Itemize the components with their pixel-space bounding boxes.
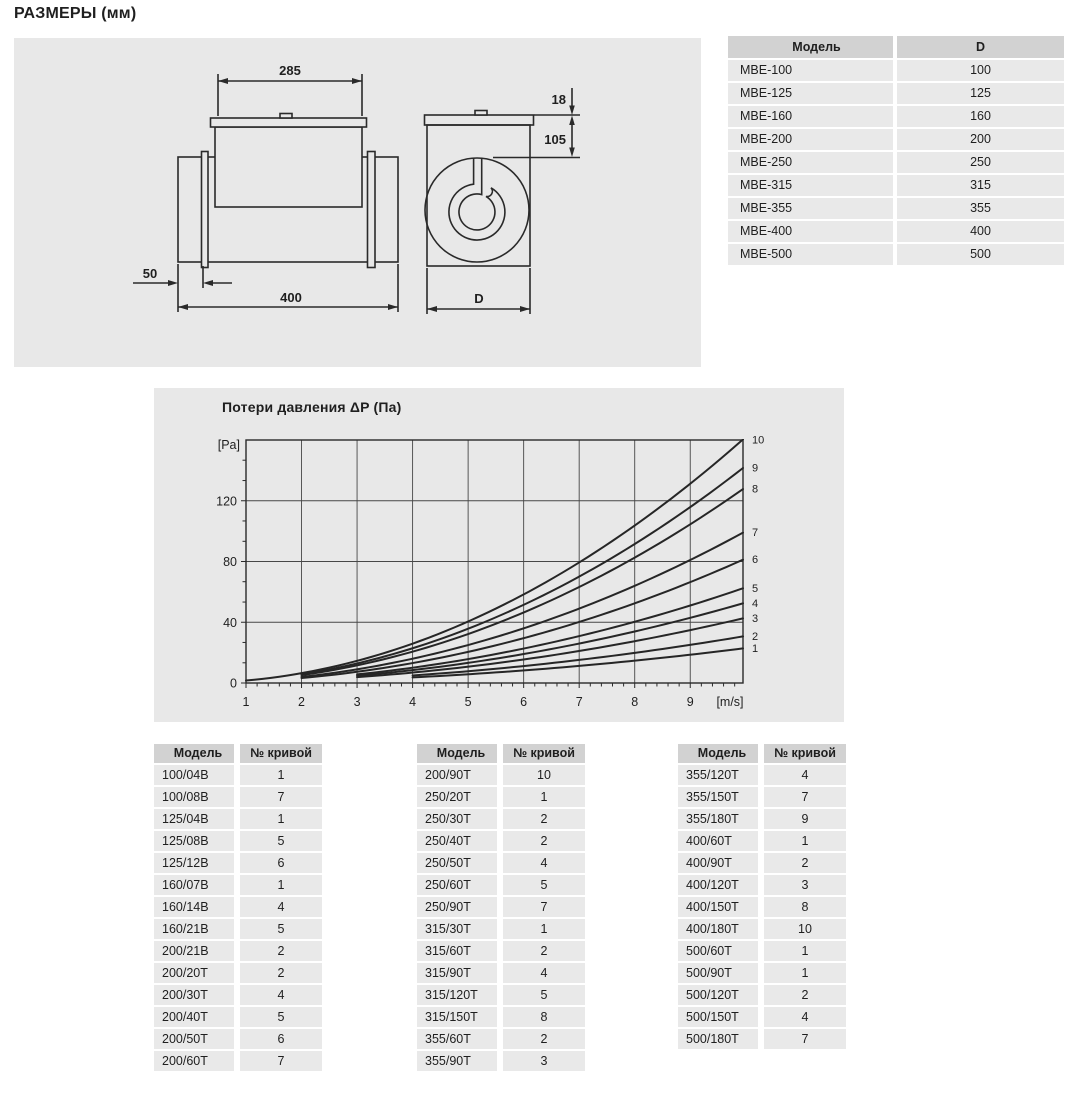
dim-box-width — [218, 63, 362, 116]
model-cell: 200/50Т — [154, 1029, 234, 1049]
duct-opening — [425, 158, 529, 262]
curve-number-cell: 1 — [503, 919, 585, 939]
curve-number-cell: 8 — [503, 1007, 585, 1027]
dim-label-400: 400 — [280, 290, 302, 305]
flange-right — [368, 152, 376, 268]
table-row — [678, 1029, 846, 1049]
front-lid — [425, 115, 534, 125]
curve-number-cell: 2 — [503, 809, 585, 829]
table-row — [678, 941, 846, 961]
pressure-loss-chart — [154, 388, 844, 722]
curve-number-cell: 1 — [240, 809, 322, 829]
x-axis-unit-label: [m/s] — [716, 695, 744, 709]
model-cell: 250/90Т — [417, 897, 497, 917]
table-row — [417, 919, 585, 939]
diameter-cell: 500 — [897, 244, 1064, 265]
diameter-cell: 400 — [897, 221, 1064, 242]
model-cell: 200/30Т — [154, 985, 234, 1005]
x-tick-label: 6 — [520, 695, 528, 709]
model-cell: 100/08В — [154, 787, 234, 807]
model-cell: МВЕ-500 — [728, 244, 893, 265]
chart-title: Потери давления ΔP (Па) — [222, 399, 402, 415]
curve-number-cell: 7 — [240, 787, 322, 807]
curve-number-cell: 1 — [764, 941, 846, 961]
chart-curve-4 — [357, 603, 743, 675]
curve-number-cell: 6 — [240, 853, 322, 873]
model-cell: 500/150Т — [678, 1007, 758, 1027]
technical-drawing — [14, 38, 701, 367]
column-header-model: Модель — [678, 744, 758, 763]
curve-number-cell: 9 — [764, 809, 846, 829]
diameter-cell: 355 — [897, 198, 1064, 219]
table-row — [417, 875, 585, 895]
model-cell: 100/04В — [154, 765, 234, 785]
curve-table-3 — [678, 744, 846, 1051]
front-view — [425, 111, 534, 267]
column-header-model: Модель — [728, 36, 893, 58]
table-row — [154, 1051, 322, 1071]
model-cell: 125/08В — [154, 831, 234, 851]
curve-number-cell: 3 — [764, 875, 846, 895]
curve-label-6: 6 — [752, 554, 759, 567]
curve-number-cell: 1 — [240, 765, 322, 785]
table-row — [728, 152, 1064, 173]
diameter-cell: 160 — [897, 106, 1064, 127]
model-cell: 125/12В — [154, 853, 234, 873]
model-cell: МВЕ-355 — [728, 198, 893, 219]
table-row — [154, 853, 322, 873]
dim-label-285: 285 — [279, 63, 301, 78]
diameter-cell: 200 — [897, 129, 1064, 150]
table-row — [154, 1007, 322, 1027]
curve-number-cell: 2 — [503, 831, 585, 851]
curve-number-cell: 4 — [240, 985, 322, 1005]
table-row — [678, 853, 846, 873]
front-lid-knob — [475, 111, 487, 116]
chart-curve-2 — [413, 636, 743, 675]
curve-number-cell: 4 — [764, 765, 846, 785]
diameter-cell: 250 — [897, 152, 1064, 173]
dim-inlet-offset — [133, 264, 232, 312]
pressure-loss-chart-panel — [154, 388, 844, 722]
model-cell: 355/180Т — [678, 809, 758, 829]
dim-lid-height — [534, 88, 580, 115]
curve-number-cell: 4 — [764, 1007, 846, 1027]
table-row — [678, 963, 846, 983]
y-tick-label: 120 — [216, 494, 237, 509]
table-row — [728, 129, 1064, 150]
table-row — [417, 853, 585, 873]
table-row — [417, 985, 585, 1005]
column-header-model: Модель — [154, 744, 234, 763]
dim-label-105: 105 — [544, 132, 566, 147]
model-cell: МВЕ-200 — [728, 129, 893, 150]
table-row — [417, 1007, 585, 1027]
dim-label-50: 50 — [142, 266, 158, 281]
table-row — [154, 919, 322, 939]
curve-number-cell: 1 — [764, 831, 846, 851]
x-tick-label: 5 — [464, 695, 472, 709]
model-cell: МВЕ-400 — [728, 221, 893, 242]
model-cell: МВЕ-100 — [728, 60, 893, 81]
dim-label-18: 18 — [551, 92, 566, 107]
curve-number-cell: 5 — [240, 831, 322, 851]
model-cell: 160/07В — [154, 875, 234, 895]
curve-number-cell: 8 — [764, 897, 846, 917]
curve-label-7: 7 — [752, 527, 759, 540]
curve-number-cell: 3 — [503, 1051, 585, 1071]
table-row — [728, 83, 1064, 104]
x-tick-label: 1 — [242, 695, 250, 709]
dim-total-length — [178, 264, 398, 312]
model-cell: МВЕ-315 — [728, 175, 893, 196]
model-cell: 200/60Т — [154, 1051, 234, 1071]
table-row — [154, 985, 322, 1005]
y-tick-label: 0 — [230, 676, 237, 691]
table-row — [417, 787, 585, 807]
table-body — [678, 765, 846, 1049]
table-body — [154, 765, 322, 1071]
model-cell: 500/120Т — [678, 985, 758, 1005]
lid-knob — [280, 114, 292, 119]
curve-number-cell: 2 — [240, 941, 322, 961]
model-cell: 500/60Т — [678, 941, 758, 961]
model-cell: 355/90Т — [417, 1051, 497, 1071]
curve-number-cell: 4 — [240, 897, 322, 917]
model-cell: 400/150Т — [678, 897, 758, 917]
column-header-d: D — [897, 36, 1064, 58]
table-row — [417, 963, 585, 983]
chart-curve-10 — [246, 439, 743, 680]
model-cell: МВЕ-125 — [728, 83, 893, 104]
model-cell: 355/150Т — [678, 787, 758, 807]
model-cell: 250/30Т — [417, 809, 497, 829]
x-tick-label: 7 — [575, 695, 583, 709]
column-header-model: Модель — [417, 744, 497, 763]
curve-number-cell: 10 — [503, 765, 585, 785]
flange-left — [202, 152, 209, 268]
dim-diameter — [427, 268, 530, 314]
table-row — [728, 106, 1064, 127]
table-row — [417, 941, 585, 961]
curve-number-cell: 2 — [503, 1029, 585, 1049]
model-cell: 250/50Т — [417, 853, 497, 873]
curve-label-9: 9 — [752, 462, 759, 475]
curve-number-cell: 1 — [764, 963, 846, 983]
dimensions-table — [728, 36, 1064, 267]
table-row — [678, 787, 846, 807]
table-row — [728, 244, 1064, 265]
table-header-row — [678, 744, 846, 763]
model-cell: 400/60Т — [678, 831, 758, 851]
x-tick-label: 4 — [409, 695, 417, 709]
table-row — [417, 765, 585, 785]
x-tick-label: 8 — [631, 695, 639, 709]
model-cell: МВЕ-250 — [728, 152, 893, 173]
model-cell: 315/120Т — [417, 985, 497, 1005]
x-tick-label: 2 — [298, 695, 306, 709]
table-row — [728, 175, 1064, 196]
model-cell: 400/90Т — [678, 853, 758, 873]
table-row — [678, 985, 846, 1005]
table-row — [678, 809, 846, 829]
table-row — [154, 765, 322, 785]
model-cell: 315/60Т — [417, 941, 497, 961]
table-header-row — [154, 744, 322, 763]
table-row — [154, 787, 322, 807]
table-row — [417, 809, 585, 829]
page-title: РАЗМЕРЫ (мм) — [14, 5, 137, 22]
curve-number-cell: 7 — [240, 1051, 322, 1071]
curve-number-cell: 2 — [764, 853, 846, 873]
curve-label-8: 8 — [752, 483, 759, 496]
curve-table-2 — [417, 744, 585, 1073]
table-row — [154, 963, 322, 983]
curve-label-1: 1 — [752, 642, 759, 655]
model-cell: 200/90Т — [417, 765, 497, 785]
curve-number-cell: 5 — [503, 875, 585, 895]
curve-number-cell: 4 — [503, 963, 585, 983]
table-row — [154, 875, 322, 895]
model-cell: МВЕ-160 — [728, 106, 893, 127]
curve-number-cell: 2 — [503, 941, 585, 961]
curve-number-cell: 1 — [240, 875, 322, 895]
model-cell: 315/30Т — [417, 919, 497, 939]
model-cell: 315/90Т — [417, 963, 497, 983]
model-cell: 500/90Т — [678, 963, 758, 983]
table-row — [678, 919, 846, 939]
diameter-cell: 100 — [897, 60, 1064, 81]
curve-number-cell: 4 — [503, 853, 585, 873]
dimensions-drawing-panel — [14, 38, 701, 367]
table-body — [417, 765, 585, 1071]
y-tick-label: 80 — [223, 555, 237, 569]
curve-number-cell: 1 — [503, 787, 585, 807]
table-row — [154, 831, 322, 851]
curve-number-cell: 5 — [503, 985, 585, 1005]
curve-number-cell: 7 — [764, 1029, 846, 1049]
table-row — [417, 1029, 585, 1049]
model-cell: 160/14В — [154, 897, 234, 917]
table-row — [678, 831, 846, 851]
model-cell: 315/150Т — [417, 1007, 497, 1027]
table-row — [417, 897, 585, 917]
y-tick-label: 40 — [223, 615, 237, 630]
table-row — [678, 1007, 846, 1027]
model-cell: 400/120Т — [678, 875, 758, 895]
table-row — [678, 765, 846, 785]
curve-number-cell: 7 — [764, 787, 846, 807]
table-header-row — [728, 36, 1064, 58]
model-cell: 200/20Т — [154, 963, 234, 983]
curve-number-cell: 2 — [240, 963, 322, 983]
column-header-curve: № кривой — [764, 744, 846, 763]
curve-number-cell: 2 — [764, 985, 846, 1005]
table-row — [728, 60, 1064, 81]
curve-number-cell: 6 — [240, 1029, 322, 1049]
x-tick-label: 9 — [686, 695, 694, 709]
curve-label-5: 5 — [752, 582, 759, 595]
diameter-cell: 125 — [897, 83, 1064, 104]
curve-label-4: 4 — [752, 597, 759, 610]
model-cell: 500/180Т — [678, 1029, 758, 1049]
curve-number-cell: 10 — [764, 919, 846, 939]
y-axis-unit-label: [Pa] — [217, 438, 240, 452]
table-body — [728, 60, 1064, 265]
table-row — [154, 897, 322, 917]
chart-curve-9 — [302, 468, 743, 674]
diameter-cell: 315 — [897, 175, 1064, 196]
curve-label-3: 3 — [752, 612, 759, 625]
curve-number-cell: 5 — [240, 1007, 322, 1027]
table-row — [728, 221, 1064, 242]
curve-number-cell: 5 — [240, 919, 322, 939]
model-cell: 250/40Т — [417, 831, 497, 851]
table-row — [728, 198, 1064, 219]
model-cell: 200/21В — [154, 941, 234, 961]
table-row — [417, 831, 585, 851]
column-header-curve: № кривой — [503, 744, 585, 763]
model-cell: 200/40Т — [154, 1007, 234, 1027]
curve-label-2: 2 — [752, 630, 759, 643]
model-cell: 160/21В — [154, 919, 234, 939]
column-header-curve: № кривой — [240, 744, 322, 763]
model-cell: 355/60Т — [417, 1029, 497, 1049]
table-header-row — [417, 744, 585, 763]
table-row — [417, 1051, 585, 1071]
table-row — [678, 897, 846, 917]
curve-label-10: 10 — [752, 434, 765, 447]
model-cell: 250/60Т — [417, 875, 497, 895]
side-view — [178, 114, 398, 268]
table-row — [154, 809, 322, 829]
heating-element — [449, 158, 505, 240]
terminal-box-lid — [211, 118, 367, 127]
terminal-box — [215, 127, 362, 207]
x-tick-label: 3 — [353, 695, 361, 709]
model-cell: 400/180Т — [678, 919, 758, 939]
model-cell: 250/20Т — [417, 787, 497, 807]
table-row — [678, 875, 846, 895]
curve-table-1 — [154, 744, 322, 1073]
model-cell: 355/120Т — [678, 765, 758, 785]
dim-label-d: D — [474, 291, 484, 306]
model-cell: 125/04В — [154, 809, 234, 829]
table-row — [154, 941, 322, 961]
table-row — [154, 1029, 322, 1049]
curve-number-cell: 7 — [503, 897, 585, 917]
